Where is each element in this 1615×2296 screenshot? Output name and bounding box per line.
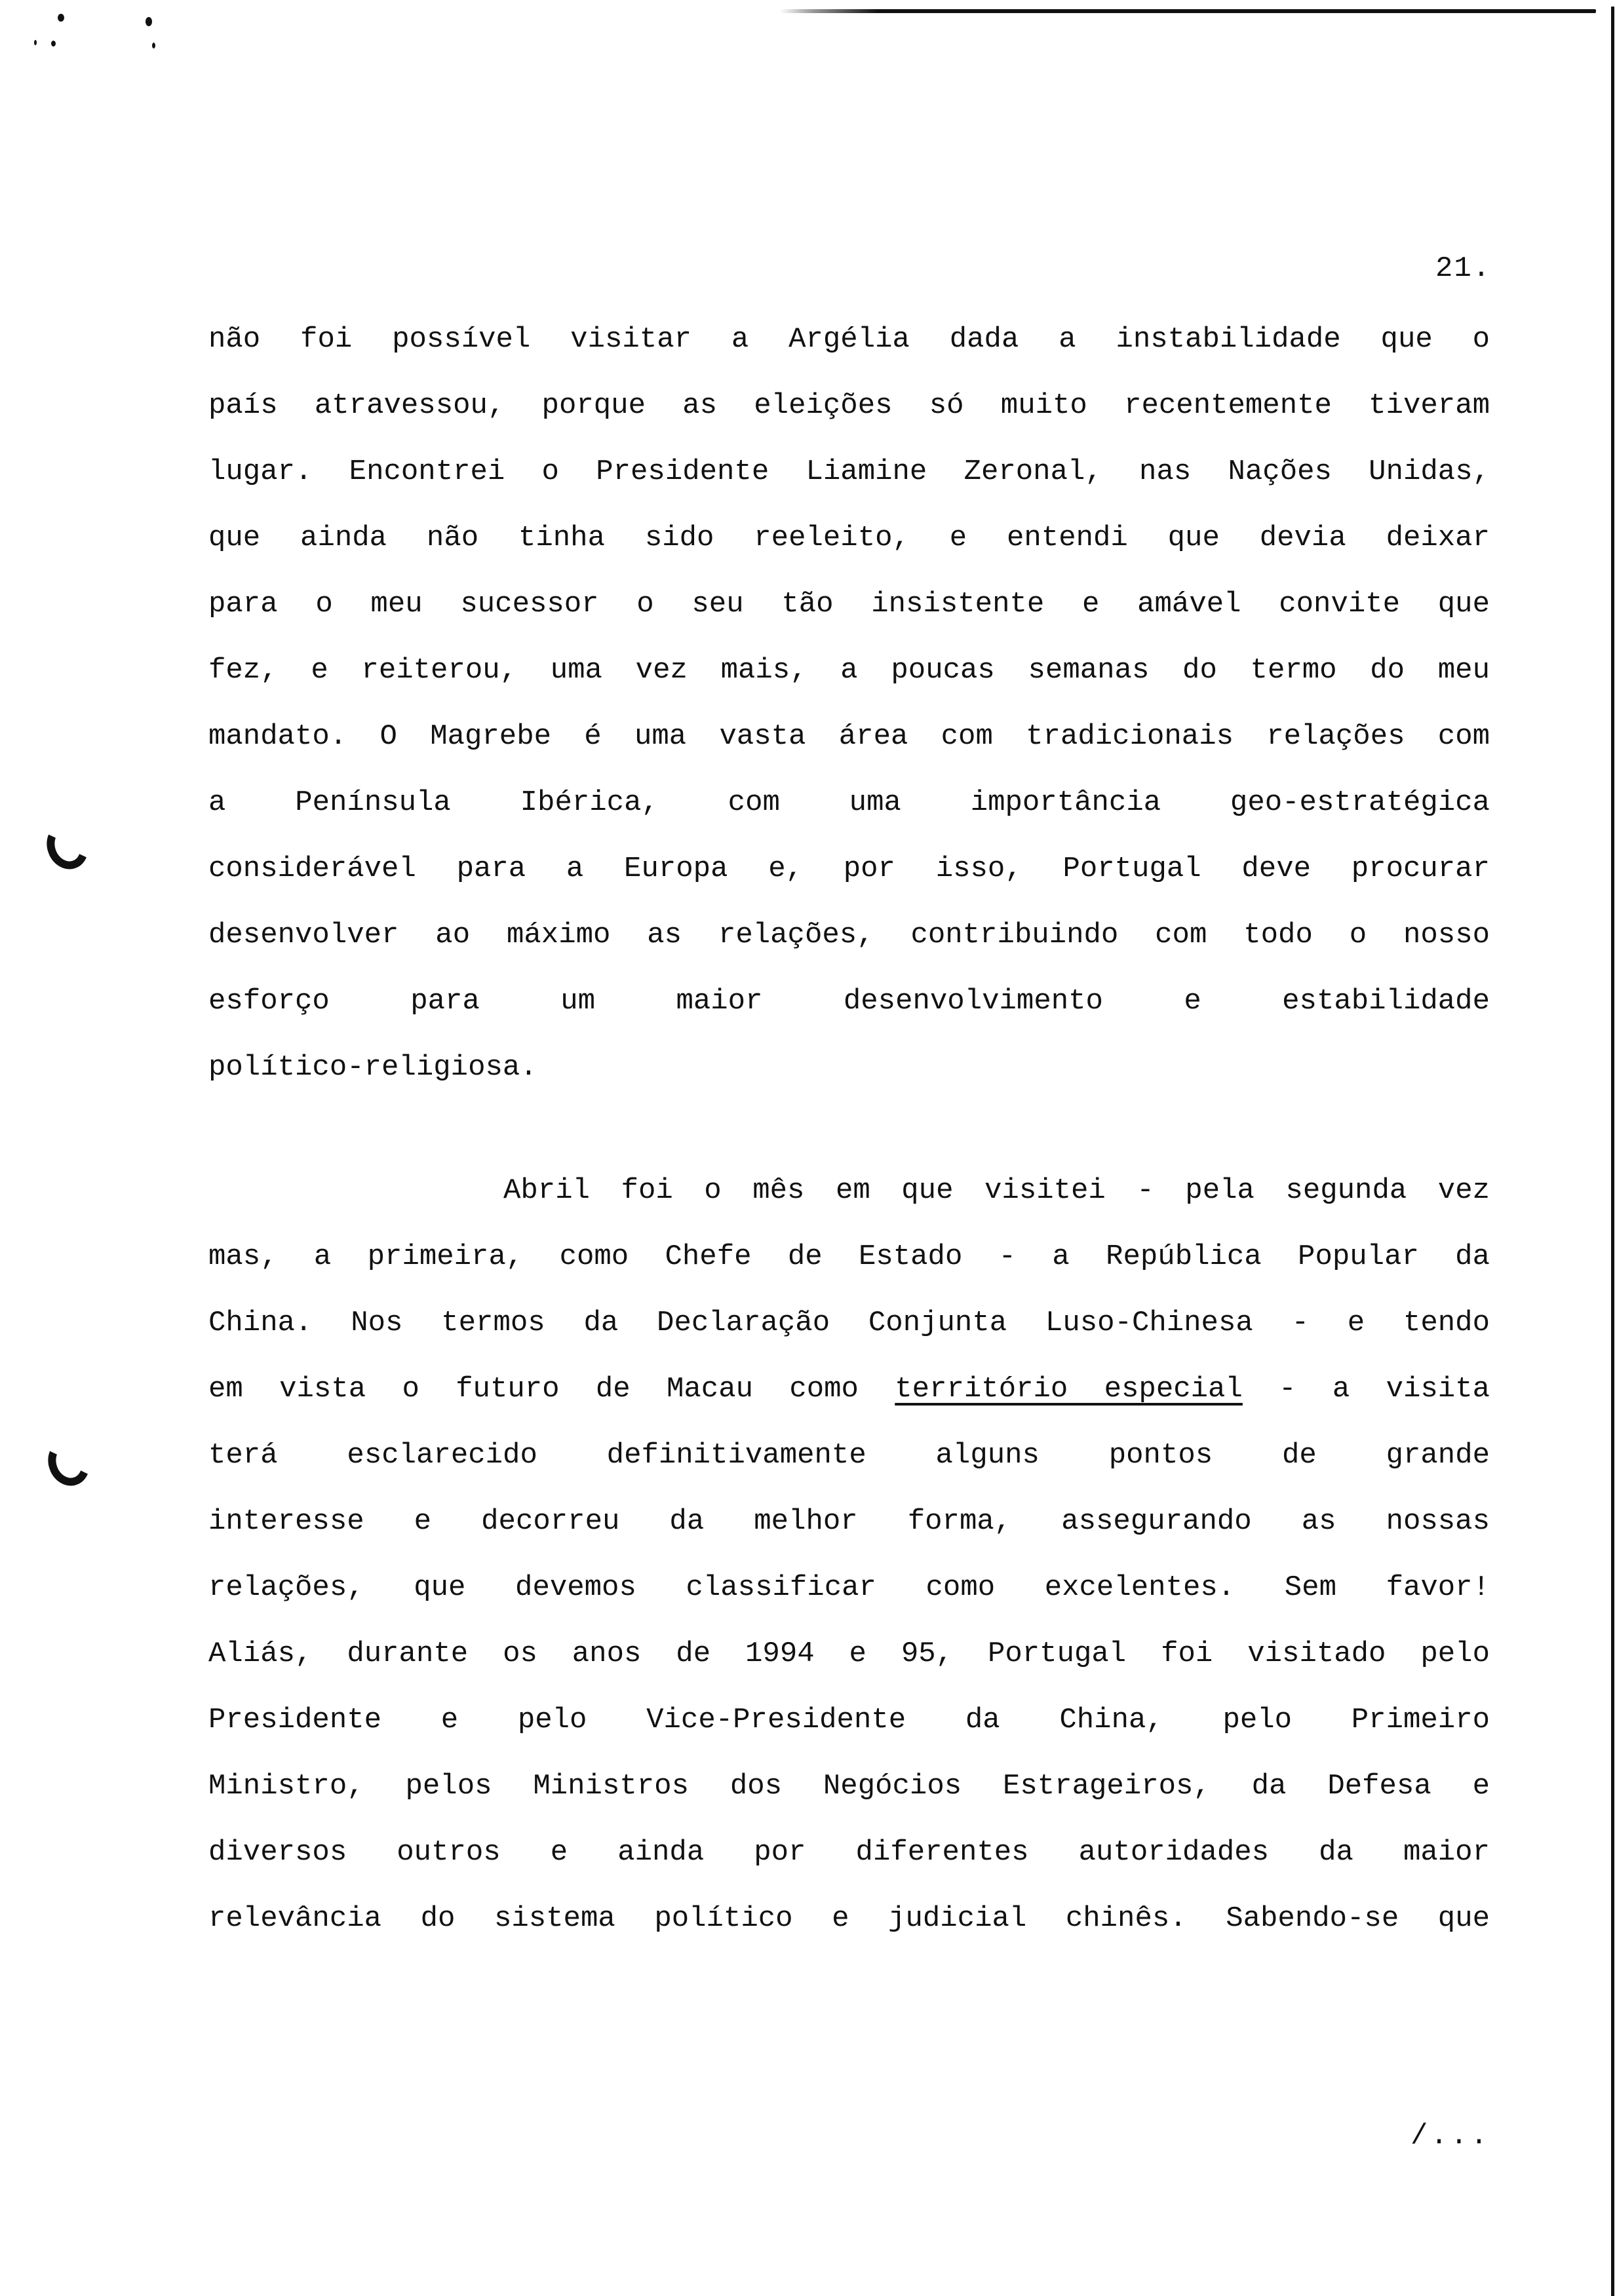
text-line: terá esclarecido definitivamente alguns pontos de grande <box>208 1439 1490 1472</box>
text-line: esforço para um maior desenvolvimento e estabilidade <box>208 985 1490 1018</box>
text-line: mandato. O Magrebe é uma vasta área com tradicionais relações com <box>208 720 1490 753</box>
text-line: lugar. Encontrei o Presidente Liamine Zeronal, nas Nações Unidas, <box>208 455 1490 488</box>
text-line: relações, que devemos classificar como excelentes. Sem favor! <box>208 1571 1490 1604</box>
punch-hole-mark <box>41 817 95 875</box>
text-line: Abril foi o mês em que visitei - pela segunda vez <box>503 1174 1490 1207</box>
text-line: para o meu sucessor o seu tão insistente e amável convite que <box>208 588 1490 621</box>
text-line: interesse e decorreu da melhor forma, assegurando as nossas <box>208 1505 1490 1538</box>
page-right-edge <box>1611 7 1614 2296</box>
scan-speck <box>152 43 155 48</box>
scan-speck <box>146 17 152 26</box>
text-segment: - a visita <box>1242 1373 1490 1406</box>
text-line: diversos outros e ainda por diferentes autoridades da maior <box>208 1836 1490 1869</box>
text-line: mas, a primeira, como Chefe de Estado - a República Popular da <box>208 1240 1490 1273</box>
top-rule-line <box>780 9 1596 13</box>
scan-speck <box>58 14 64 22</box>
text-line: político-religiosa. <box>208 1051 537 1084</box>
text-line: fez, e reiterou, uma vez mais, a poucas semanas do termo do meu <box>208 654 1490 687</box>
text-line: China. Nos termos da Declaração Conjunta Luso-Chinesa - e tendo <box>208 1307 1490 1339</box>
page-number: 21. <box>1435 252 1492 285</box>
text-line: país atravessou, porque as eleições só muito recentemente tiveram <box>208 389 1490 422</box>
text-segment: em vista o futuro de Macau como <box>208 1373 895 1406</box>
punch-hole-mark <box>42 1434 96 1492</box>
text-line: relevância do sistema político e judicial chinês. Sabendo-se que <box>208 1902 1490 1935</box>
scan-speck <box>51 41 56 47</box>
text-line: considerável para a Europa e, por isso, Portugal deve procurar <box>208 852 1490 885</box>
paragraph-2 <box>208 1158 1490 1952</box>
text-line: Ministro, pelos Ministros dos Negócios Estrageiros, da Defesa e <box>208 1770 1490 1803</box>
paragraph-1 <box>208 307 1490 1101</box>
scan-speck <box>34 40 37 45</box>
text-line: Aliás, durante os anos de 1994 e 95, Portugal foi visitado pelo <box>208 1637 1490 1670</box>
text-line: não foi possível visitar a Argélia dada a instabilidade que o <box>208 323 1490 356</box>
text-line: Presidente e pelo Vice-Presidente da China, pelo Primeiro <box>208 1704 1490 1736</box>
text-line-with-underline <box>208 1356 1490 1423</box>
underlined-phrase: território especial <box>895 1373 1243 1406</box>
text-line: desenvolver ao máximo as relações, contribuindo com todo o nosso <box>208 919 1490 951</box>
continuation-mark: /... <box>1411 2120 1490 2152</box>
text-line: que ainda não tinha sido reeleito, e entendi que devia deixar <box>208 522 1490 554</box>
text-line: a Península Ibérica, com uma importância geo-estratégica <box>208 786 1490 819</box>
